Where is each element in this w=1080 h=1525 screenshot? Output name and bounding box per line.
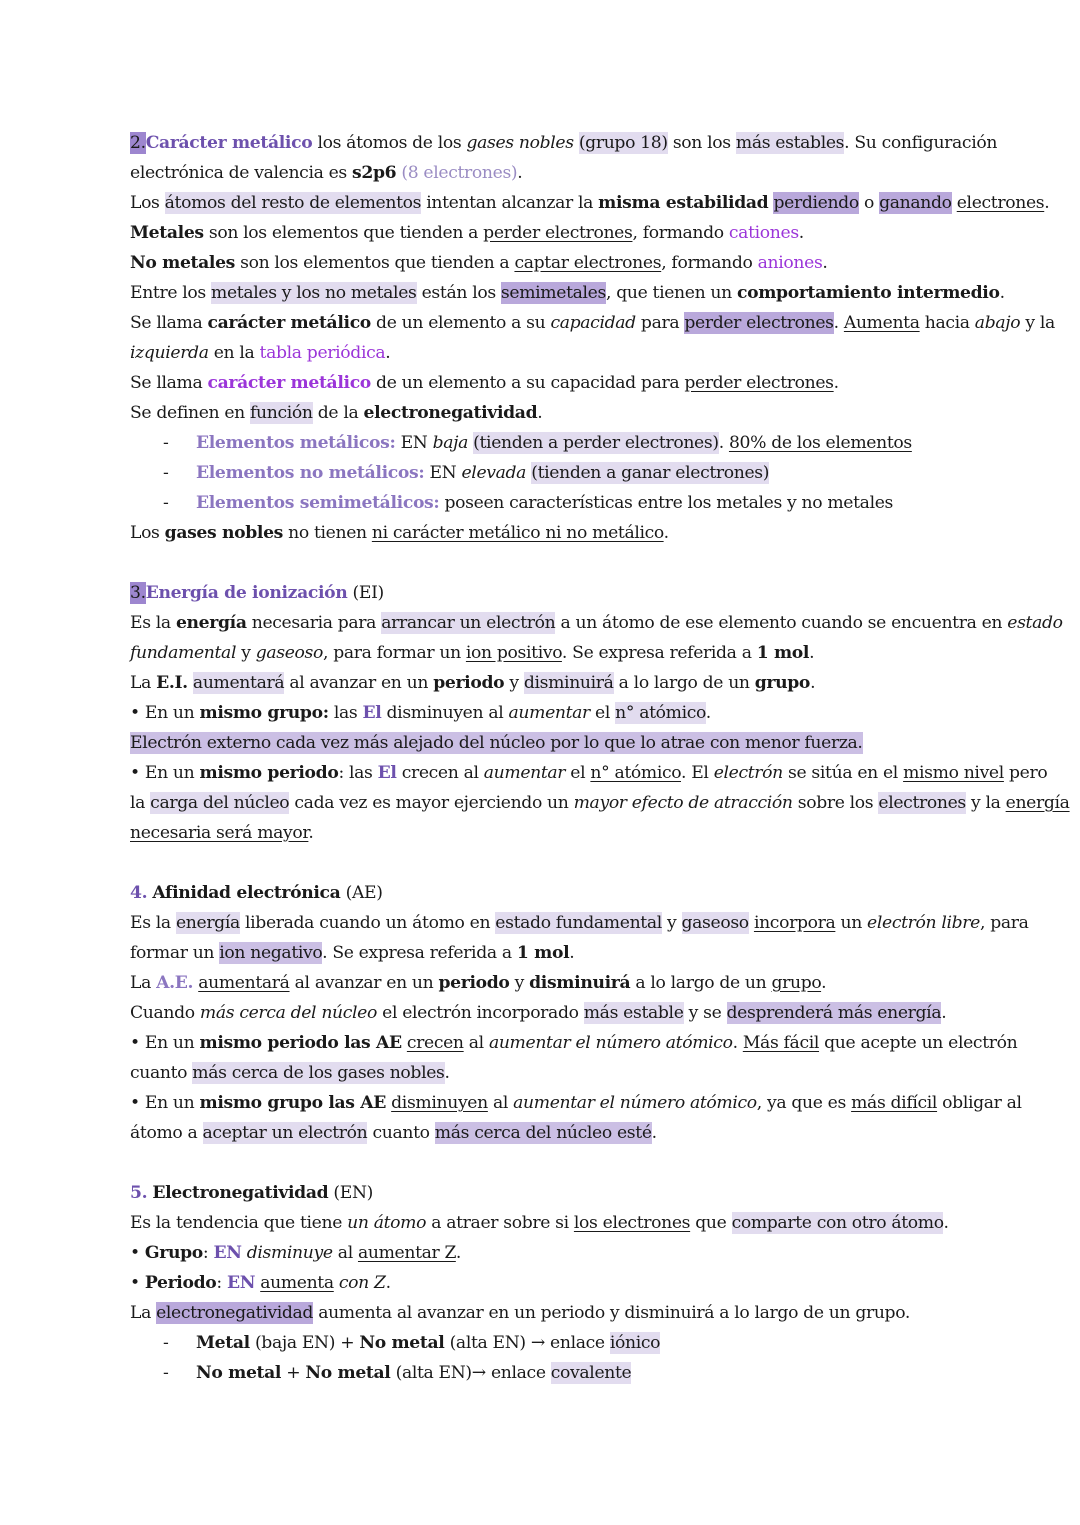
text: Metales (130, 223, 204, 243)
text: E.I. (156, 673, 188, 693)
highlight: comparte con otro átomo (731, 1213, 944, 1233)
text: Es la (130, 613, 176, 633)
text: . Se expresa referida a (561, 643, 757, 663)
text: un (835, 913, 868, 933)
text: Se definen en (130, 403, 251, 423)
highlight: ion negativo (219, 943, 323, 963)
text: las (328, 703, 363, 723)
section-number: 3. (130, 583, 146, 603)
list-item (130, 428, 960, 458)
text: EN (424, 463, 462, 483)
text: necesaria para (246, 613, 382, 633)
text: aumenta (260, 1273, 334, 1293)
text: electrónica de valencia es (130, 163, 353, 183)
text: el (589, 703, 616, 723)
text: y (236, 643, 256, 663)
text: al (487, 1093, 514, 1113)
text: s2p6 (352, 163, 397, 183)
text: , para (980, 913, 1029, 933)
highlight: metales y los no metales (211, 283, 417, 303)
text: Los (130, 523, 165, 543)
highlight: átomos del resto de elementos (164, 193, 422, 213)
text: los átomos de los (312, 133, 467, 153)
text: aumentar (508, 703, 590, 723)
text: sobre los (792, 793, 879, 813)
text: electrón (713, 763, 783, 783)
text: . (705, 703, 711, 723)
text: No metales (130, 253, 235, 273)
text: 1 mol (516, 943, 570, 963)
text: , formando (632, 223, 729, 243)
text: , formando (661, 253, 758, 273)
text: . (444, 1063, 450, 1083)
text: son los elementos que tienden a (203, 223, 484, 243)
s4-line-2 (130, 938, 960, 968)
text: . (833, 313, 844, 333)
highlight: más cerca de los gases nobles (192, 1063, 445, 1083)
text: (baja EN) + (249, 1333, 360, 1353)
section-number: 4. (130, 883, 148, 903)
text: estado (1007, 613, 1063, 633)
text: crecen al (396, 763, 484, 783)
text: crecen (406, 1033, 464, 1053)
text: grupo (754, 673, 811, 693)
text: Más fácil (742, 1033, 820, 1053)
text: + (281, 1363, 306, 1383)
text: mismo grupo las AE (199, 1093, 387, 1113)
text: aumentar Z (357, 1243, 456, 1263)
text: Metal (196, 1333, 250, 1353)
text: El (377, 763, 397, 783)
text: abajo (974, 313, 1021, 333)
s4-line-5 (130, 1028, 1018, 1058)
text: . (718, 433, 729, 453)
section-title: Carácter metálico (145, 133, 313, 153)
s2-line-11 (130, 518, 960, 548)
spacer (130, 848, 960, 878)
text: (EN) (328, 1183, 374, 1203)
s4-line-6 (130, 1058, 960, 1088)
text: para (635, 313, 685, 333)
text: . (569, 943, 575, 963)
text: La (130, 973, 157, 993)
text: EN (395, 433, 433, 453)
text: a un átomo de ese elemento cuando se encuentra en (555, 613, 1008, 633)
text: gases nobles (164, 523, 284, 543)
text: No metal (359, 1333, 445, 1353)
text: gaseoso (255, 643, 323, 663)
highlight: Electrón externo cada vez más alejado del núcleo por lo que lo atrae con menor fuerza. (130, 733, 863, 753)
text: Elementos no metálicos: (196, 463, 425, 483)
text: . Se expresa referida a (322, 943, 517, 963)
highlight: ganando (879, 193, 952, 213)
text: . Su configuración (844, 133, 998, 153)
text: n° atómico (590, 763, 681, 783)
text: • En un (130, 1093, 200, 1113)
s2-line-5 (130, 248, 960, 278)
text: al (463, 1033, 489, 1053)
text: al (332, 1243, 358, 1263)
text: . (537, 403, 543, 423)
s3-line-5 (130, 728, 960, 758)
text: o (858, 193, 880, 213)
s4-line-8 (130, 1118, 960, 1148)
list-item (130, 1358, 960, 1388)
text: un átomo (347, 1213, 427, 1233)
text: misma estabilidad (598, 193, 769, 213)
text: periodo (438, 973, 510, 993)
text: Cuando (130, 1003, 200, 1023)
text: EN (226, 1273, 256, 1293)
text: La (130, 1303, 157, 1323)
text: poseen características entre los metales y no metales (439, 493, 894, 513)
s3-line-2 (130, 638, 960, 668)
text: Grupo (144, 1243, 203, 1263)
spacer (130, 1148, 960, 1178)
text: aniones (757, 253, 823, 273)
section-title: Afinidad electrónica (152, 883, 341, 903)
section-title: Energía de ionización (145, 583, 348, 603)
highlight: aceptar un electrón (202, 1123, 368, 1143)
text: obligar al (937, 1093, 1022, 1113)
text: en la (208, 343, 260, 363)
text: (EI) (347, 583, 384, 603)
highlight: energía (175, 913, 240, 933)
text: . (1044, 193, 1050, 213)
text: fundamental (130, 643, 237, 663)
s3-line-1 (130, 608, 1063, 638)
highlight: más cerca del núcleo esté (434, 1123, 652, 1143)
highlight: carga del núcleo (150, 793, 290, 813)
text: 80% de los elementos (728, 433, 912, 453)
text: . (798, 223, 804, 243)
text: mismo grupo: (199, 703, 329, 723)
text: . (385, 343, 391, 363)
highlight: perdiendo (773, 193, 859, 213)
text: . (809, 643, 815, 663)
highlight: más estable (583, 1003, 684, 1023)
text: comportamiento intermedio (736, 283, 1000, 303)
text: perder electrones (684, 373, 834, 393)
text: ni carácter metálico ni no metálico (371, 523, 664, 543)
text: Elementos semimetálicos: (196, 493, 440, 513)
s2-line-4 (130, 218, 960, 248)
s3-line-7 (130, 788, 1070, 818)
text: a atraer sobre si (426, 1213, 574, 1233)
s4-heading (130, 878, 960, 908)
text: ion positivo (465, 643, 562, 663)
highlight: desprenderá más energía (726, 1003, 942, 1023)
text: : (216, 1273, 227, 1293)
s2-line-3 (130, 188, 1050, 218)
text: : (202, 1243, 214, 1263)
text: • En un (130, 763, 200, 783)
text: que (690, 1213, 732, 1233)
text: incorpora (753, 913, 836, 933)
text: cuanto (367, 1123, 435, 1143)
text: capacidad (550, 313, 636, 333)
text: al avanzar en un (289, 973, 439, 993)
text: los electrones (573, 1213, 691, 1233)
text: . (810, 673, 816, 693)
text: . (821, 973, 827, 993)
text: con Z (338, 1273, 386, 1293)
s2-line-9 (130, 368, 960, 398)
text: están los (416, 283, 501, 303)
text: disminuyen al (381, 703, 509, 723)
s5-line-1 (130, 1208, 960, 1238)
text: cada vez es mayor ejerciendo un (289, 793, 574, 813)
text: (8 electrones) (401, 163, 518, 183)
text: Es la (130, 913, 176, 933)
text: carácter metálico (207, 313, 371, 333)
text: Periodo (144, 1273, 217, 1293)
text: necesaria será mayor (130, 823, 309, 843)
text: a lo largo de un (630, 973, 772, 993)
highlight: disminuirá (523, 673, 614, 693)
dash-bullet: - (163, 463, 169, 483)
text: EN (213, 1243, 242, 1263)
s2-line-2 (130, 158, 960, 188)
text: mismo nivel (903, 763, 1004, 783)
s4-line-4 (130, 998, 960, 1028)
text: y (509, 973, 530, 993)
text: . (663, 523, 669, 543)
text: aumentar (483, 763, 566, 783)
s3-line-4 (130, 698, 960, 728)
s4-line-7 (130, 1088, 1022, 1118)
text: gases nobles (466, 133, 574, 153)
highlight: más estables (735, 133, 845, 153)
highlight: covalente (550, 1363, 632, 1383)
highlight: (tienden a ganar electrones) (531, 463, 770, 483)
text: aumentar el número atómico (513, 1093, 757, 1113)
text: son los (667, 133, 736, 153)
s4-line-3 (130, 968, 960, 998)
s2-line-10 (130, 398, 960, 428)
text: Se llama (130, 373, 208, 393)
text: . El (681, 763, 714, 783)
text: electronegatividad (363, 403, 538, 423)
text: de un elemento a su (370, 313, 551, 333)
list-item (130, 488, 960, 518)
text: mismo periodo las AE (199, 1033, 402, 1053)
text: más cerca del núcleo (199, 1003, 378, 1023)
text: aumentar el número atómico (488, 1033, 733, 1053)
dash-bullet: - (163, 493, 169, 513)
text: tabla periódica (259, 343, 386, 363)
text: No metal (305, 1363, 391, 1383)
text: de un elemento a su capacidad para (370, 373, 685, 393)
text: , para formar un (323, 643, 466, 663)
text: y la (1020, 313, 1055, 333)
text: : las (338, 763, 378, 783)
text: liberada cuando un átomo en (239, 913, 496, 933)
text: formar un (130, 943, 220, 963)
text: no tienen (283, 523, 372, 543)
section-number: 2. (130, 133, 146, 153)
text: disminuyen (391, 1093, 488, 1113)
text: intentan alcanzar la (421, 193, 599, 213)
highlight: estado fundamental (495, 913, 662, 933)
list-item (130, 458, 960, 488)
text: A.E. (156, 973, 194, 993)
text: . (308, 823, 314, 843)
text: Aumenta (843, 313, 920, 333)
s5-line-2 (130, 1238, 960, 1268)
text: . (833, 373, 839, 393)
text: más difícil (851, 1093, 938, 1113)
text: (alta EN)→ enlace (390, 1363, 551, 1383)
text: . (941, 1003, 947, 1023)
text: y (504, 673, 524, 693)
s3-line-6 (130, 758, 1048, 788)
text: . (651, 1123, 657, 1143)
highlight: perder electrones (684, 313, 834, 333)
text: elevada (461, 463, 527, 483)
text: 1 mol (756, 643, 810, 663)
text: átomo a (130, 1123, 203, 1143)
text: el (565, 763, 591, 783)
text: aumenta al avanzar en un periodo y disminuirá a lo largo de un grupo. (313, 1303, 911, 1323)
highlight: electronegatividad (156, 1303, 314, 1323)
text: . (455, 1243, 461, 1263)
text: No metal (196, 1363, 282, 1383)
s3-line-3 (130, 668, 960, 698)
text: son los elementos que tienden a (235, 253, 515, 273)
highlight: arrancar un electrón (381, 613, 556, 633)
text: se sitúa en el (782, 763, 904, 783)
text: izquierda (130, 343, 209, 363)
s5-line-4 (130, 1298, 960, 1328)
text: Se llama (130, 313, 208, 333)
highlight: iónico (609, 1333, 661, 1353)
highlight: (tienden a perder electrones) (473, 433, 719, 453)
text: . (517, 163, 523, 183)
text: captar electrones (514, 253, 662, 273)
text: , ya que es (756, 1093, 852, 1113)
text: , que tienen un (605, 283, 737, 303)
text: • (130, 1273, 145, 1293)
text: disminuirá (529, 973, 631, 993)
text: • En un (130, 703, 200, 723)
section-title: Electronegatividad (152, 1183, 329, 1203)
text: y la (965, 793, 1006, 813)
text: perder electrones (483, 223, 633, 243)
text: electrones (956, 193, 1045, 213)
text: disminuye (246, 1243, 333, 1263)
text: el electrón incorporado (377, 1003, 584, 1023)
text: de la (312, 403, 364, 423)
s2-line-8 (130, 338, 960, 368)
highlight: semimetales (500, 283, 606, 303)
text: mayor efecto de atracción (573, 793, 793, 813)
text: la (130, 793, 151, 813)
text: a lo largo de un (613, 673, 755, 693)
text: cationes (728, 223, 799, 243)
dash-bullet: - (163, 433, 169, 453)
highlight: (grupo 18) (578, 133, 668, 153)
s4-line-1 (130, 908, 1029, 938)
text: periodo (433, 673, 505, 693)
highlight: aumentará (192, 673, 285, 693)
text: hacia (919, 313, 975, 333)
s3-heading (130, 578, 960, 608)
dash-bullet: - (163, 1363, 169, 1383)
s3-line-8 (130, 818, 960, 848)
s2-line-6 (130, 278, 1005, 308)
text: (alta EN) → enlace (444, 1333, 610, 1353)
text: La (130, 673, 157, 693)
text: electrón libre (867, 913, 980, 933)
s5-line-3 (130, 1268, 960, 1298)
highlight: gaseoso (681, 913, 749, 933)
text: (AE) (340, 883, 383, 903)
text: carácter metálico (207, 373, 371, 393)
s2-line-1 (130, 128, 998, 158)
text: que acepte un electrón (819, 1033, 1018, 1053)
text: . (822, 253, 828, 273)
text: al avanzar en un (284, 673, 434, 693)
text: • En un (130, 1033, 200, 1053)
dash-bullet: - (163, 1333, 169, 1353)
notes-page (130, 128, 1070, 1388)
text: pero (1003, 763, 1048, 783)
text: energía (1005, 793, 1070, 813)
text: baja (432, 433, 469, 453)
text: energía (175, 613, 247, 633)
text: cuanto (130, 1063, 193, 1083)
text: Elementos metálicos: (196, 433, 396, 453)
text: . (385, 1273, 391, 1293)
spacer (130, 548, 960, 578)
s5-heading (130, 1178, 960, 1208)
text: y se (683, 1003, 727, 1023)
section-number: 5. (130, 1183, 148, 1203)
text: • (130, 1243, 145, 1263)
text: El (362, 703, 382, 723)
text: Es la tendencia que tiene (130, 1213, 348, 1233)
text: aumentará (198, 973, 290, 993)
highlight: función (250, 403, 313, 423)
text: . (732, 1033, 743, 1053)
text: Los (130, 193, 165, 213)
text: y (661, 913, 682, 933)
text: mismo periodo (199, 763, 339, 783)
highlight: electrones (878, 793, 966, 813)
text: . (943, 1213, 949, 1233)
text: grupo (771, 973, 822, 993)
text: . (999, 283, 1005, 303)
highlight: n° atómico (615, 703, 706, 723)
text: Entre los (130, 283, 212, 303)
s2-line-7 (130, 308, 1055, 338)
list-item (130, 1328, 960, 1358)
